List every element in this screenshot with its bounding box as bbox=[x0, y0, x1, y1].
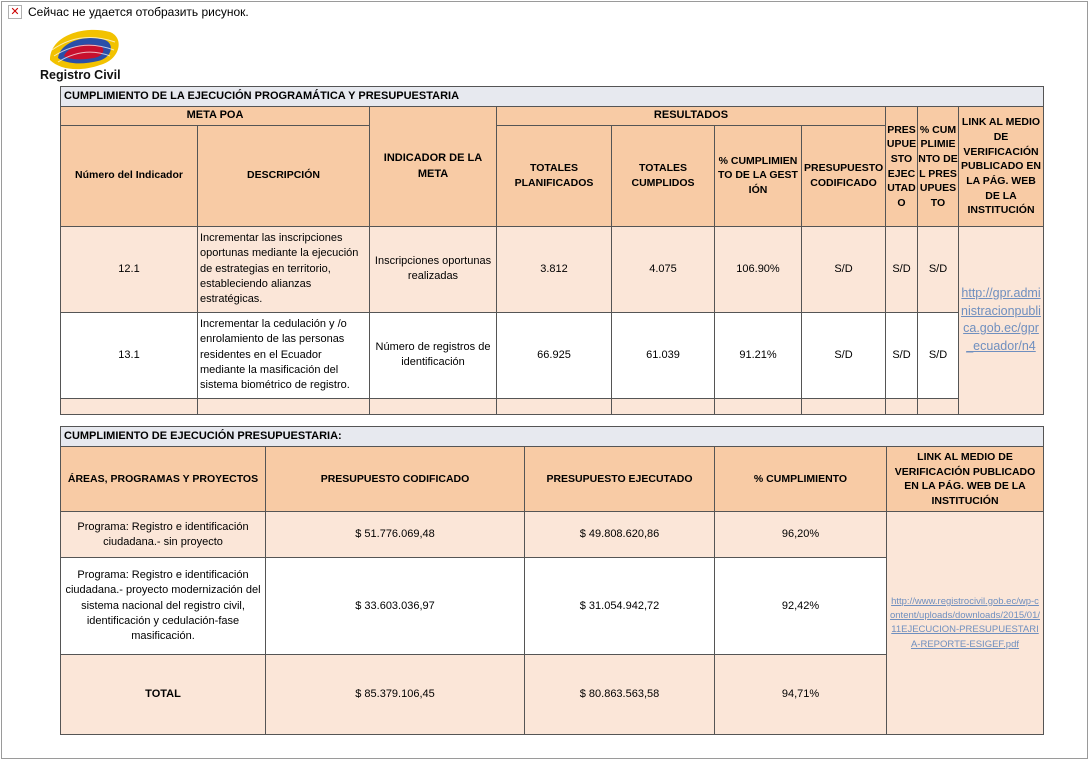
cell-ejecutado: $ 49.808.620,86 bbox=[525, 512, 715, 558]
verification-link[interactable]: http://gpr.administracionpublica.gob.ec/gpr_ecuador/n4 bbox=[959, 226, 1044, 414]
cell-codificado: $ 33.603.036,97 bbox=[266, 558, 525, 655]
cell-area: Programa: Registro e identificación ciudadana.- sin proyecto bbox=[61, 512, 266, 558]
cell-cumplimiento: 92,42% bbox=[715, 558, 887, 655]
cell-descripcion: Incrementar la cedulación y /o enrolamiento de las personas residentes en el Ecuador mediante la masificación del sistema biométrico de registro. bbox=[198, 312, 370, 398]
programmatic-execution-table bbox=[60, 86, 1044, 415]
cell-planificados: 66.925 bbox=[497, 312, 612, 398]
broken-image-icon: ✕ bbox=[8, 5, 22, 19]
header-codificado: PRESUPUESTO CODIFICADO bbox=[266, 447, 525, 512]
broken-image-placeholder bbox=[8, 5, 249, 19]
header-planificados: TOTALES PLANIFICADOS bbox=[497, 125, 612, 226]
header-presupuesto-codificado: PRESUPUESTO CODIFICADO bbox=[802, 125, 886, 226]
header-link: LINK AL MEDIO DE VERIFICACIÓN PUBLICADO EN LA PÁG. WEB DE LA INSTITUCIÓN bbox=[959, 107, 1044, 226]
total-cumplimiento: 94,71% bbox=[715, 655, 887, 735]
header-cumplimiento-presupuesto: % CUMPLIMIENTO DEL PRESUPUESTO bbox=[918, 107, 959, 226]
cell-ejecutado: $ 31.054.942,72 bbox=[525, 558, 715, 655]
cell-numero: 12.1 bbox=[61, 226, 198, 312]
cell-indicador: Inscripciones oportunas realizadas bbox=[370, 226, 497, 312]
header-presupuesto-ejecutado: PRESUPUESTO EJECUTADO bbox=[886, 107, 918, 226]
broken-image-text: Сейчас не удается отобразить рисунок. bbox=[28, 5, 249, 19]
header-link: LINK AL MEDIO DE VERIFICACIÓN PUBLICADO EN LA PÁG. WEB DE LA INSTITUCIÓN bbox=[887, 447, 1044, 512]
table-row bbox=[61, 226, 1044, 312]
cell-codificado: $ 51.776.069,48 bbox=[266, 512, 525, 558]
verification-link[interactable]: http://www.registrocivil.gob.ec/wp-content/uploads/downloads/2015/01/11EJECUCION-PRESUPUESTARIA-REPORTE-ESIGEF.pdf bbox=[887, 512, 1044, 735]
header-cumplimiento: % CUMPLIMIENTO bbox=[715, 447, 887, 512]
cell-ejecutado: S/D bbox=[886, 226, 918, 312]
group-resultados: RESULTADOS bbox=[497, 107, 886, 125]
cell-cumplimiento-presupuesto: S/D bbox=[918, 226, 959, 312]
cell-numero: 13.1 bbox=[61, 312, 198, 398]
header-ejecutado: PRESUPUESTO EJECUTADO bbox=[525, 447, 715, 512]
table-row bbox=[61, 312, 1044, 398]
cell-cumplimiento: 106.90% bbox=[715, 226, 802, 312]
header-cumplimiento-gestion: % CUMPLIMIENTO DE LA GESTIÓN bbox=[715, 125, 802, 226]
cell-area: Programa: Registro e identificación ciudadana.- proyecto modernización del sistema nacional del registro civil, identificación y cedulación-fase masificación. bbox=[61, 558, 266, 655]
table-row bbox=[61, 512, 1044, 558]
total-codificado: $ 85.379.106,45 bbox=[266, 655, 525, 735]
cell-cumplidos: 4.075 bbox=[612, 226, 715, 312]
total-ejecutado: $ 80.863.563,58 bbox=[525, 655, 715, 735]
cell-cumplimiento: 91.21% bbox=[715, 312, 802, 398]
header-indicador: INDICADOR DE LA META bbox=[370, 107, 497, 226]
cell-ejecutado: S/D bbox=[886, 312, 918, 398]
header-descripcion: DESCRIPCIÓN bbox=[198, 125, 370, 226]
cell-codificado: S/D bbox=[802, 312, 886, 398]
header-numero: Número del Indicador bbox=[61, 125, 198, 226]
cell-descripcion: Incrementar las inscripciones oportunas mediante la ejecución de estrategias en territorio, estableciendo alianzas estratégicas. bbox=[198, 226, 370, 312]
cell-codificado: S/D bbox=[802, 226, 886, 312]
cell-planificados: 3.812 bbox=[497, 226, 612, 312]
cell-cumplimiento: 96,20% bbox=[715, 512, 887, 558]
total-label: TOTAL bbox=[61, 655, 266, 735]
empty-row bbox=[61, 398, 1044, 414]
header-areas: ÁREAS, PROGRAMAS Y PROYECTOS bbox=[61, 447, 266, 512]
budget-execution-table bbox=[60, 426, 1044, 735]
logo-name: Registro Civil bbox=[40, 68, 121, 82]
cell-cumplidos: 61.039 bbox=[612, 312, 715, 398]
cell-indicador: Número de registros de identificación bbox=[370, 312, 497, 398]
cell-cumplimiento-presupuesto: S/D bbox=[918, 312, 959, 398]
group-meta-poa: META POA bbox=[61, 107, 370, 125]
header-cumplidos: TOTALES CUMPLIDOS bbox=[612, 125, 715, 226]
table1-title: CUMPLIMIENTO DE LA EJECUCIÓN PROGRAMÁTICA Y PRESUPUESTARIA bbox=[61, 87, 1044, 107]
table2-title: CUMPLIMIENTO DE EJECUCIÓN PRESUPUESTARIA: bbox=[61, 427, 1044, 447]
